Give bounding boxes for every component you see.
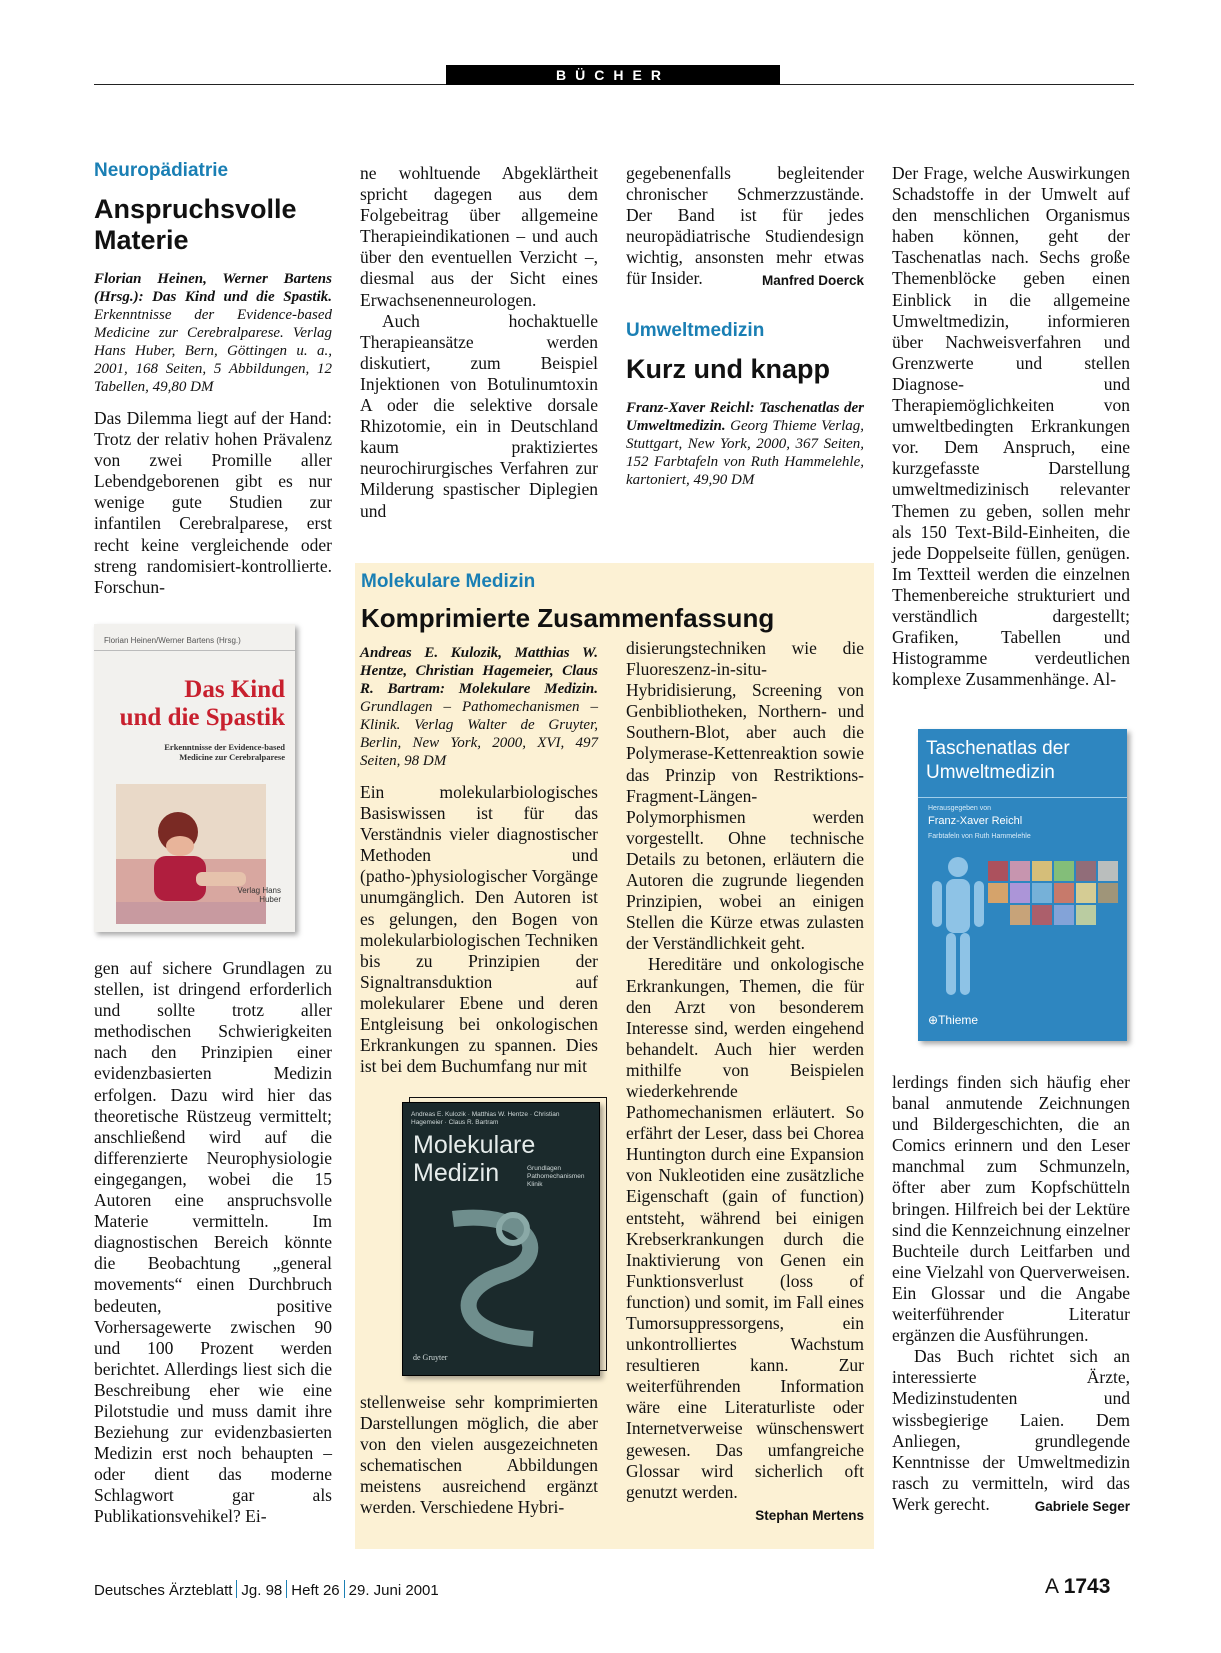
book-cover-molekulare-medizin [402, 1102, 600, 1376]
article2-biblio-rest: Georg Thieme Verlag, Stuttgart, New York, 2000, 367 Seiten, 152 Farbtafeln von Ruth Hammelehle, kartoniert, 49,90 DM [626, 417, 864, 488]
cover-title-line: Taschenatlas der [926, 738, 1070, 759]
paragraph: stellenweise sehr komprimierten Darstellungen möglich, die aber von den vielen ausgezeichneten schematischen Abbildungen meistens ausreichend ergänzt werden. Verschiedene Hybri- [360, 1392, 598, 1518]
article2-text-1 [892, 163, 1130, 690]
column-3 [626, 163, 864, 501]
paragraph-text: Das Buch richtet sich an interessierte Ärzte, Medizinstudenten und wissbegierige Laien. Dem Anliegen, grundlegende Kenntnisse der Umweltmedizin rasch zu vermitteln, wird das Werk gerecht. [892, 1346, 1130, 1514]
article1-biblio [94, 270, 332, 396]
article1-text-3 [360, 163, 598, 522]
page-number [1045, 1575, 1110, 1599]
footer-separator [236, 1580, 237, 1598]
cover-editors: Florian Heinen/Werner Bartens (Hrsg.) [104, 636, 241, 645]
thieme-logo-icon: ⊕ [928, 1013, 939, 1027]
cover-publisher [928, 1013, 978, 1027]
section-header: BÜCHER [446, 65, 780, 85]
cover-publisher: Verlag Hans Huber [237, 886, 281, 904]
paragraph: ne wohltuende Abgeklärtheit spricht dagegen aus dem Folgebeitrag über allgemeine Therapieindikationen – und auch über den eventuellen Verzicht –, diesmal aus der Sicht eines Erwachsenenneurologen. [360, 163, 598, 310]
paragraph: gen auf sichere Grundlagen zu stellen, ist dringend erforderlich und sollte trotz aller methodischen Schwierigkeiten nach den Prinzipien einer evidenzbasierten Medizin erfolgen. Dazu wird hier das theoretische Rüstzeug vermittelt; anschließend wird auf die differenzierte Neurophysiologie eingegangen, wobei die 15 Autoren eine anspruchsvolle Materie vermitteln. Im diagnostischen Bereich könnte die Beobachtung „general movements“ einen Durchbruch bedeuten, positive Vorhersagewerte zwischen 90 und 100 Prozent werden berichtet. Allerdings liest sich die Beschreibung eher wie eine Pilotstudie und muss damit ihre Beziehung zur evidenzbasierten Medizin erst noch behaupten – oder dient das moderne Schlagwort gar als Publikationsvehikel? Ei- [94, 958, 332, 1527]
article3-biblio-rest: Grundlagen – Pathomechanismen – Klinik. Verlag Walter de Gruyter, Berlin, New York, 2000, XVI, 497 Seiten, 98 DM [360, 699, 598, 769]
cover-subtitle: Erkenntnisse der Evidence-based Medicine zur Cerebralparese [164, 742, 285, 762]
column-1-continued [94, 958, 332, 1528]
paragraph-text: gegebenenfalls begleitender chronischer Schmerzzustände. Der Band ist für jedes neuropädiatrische Studiendesign wichtig, ansonsten mehr etwas für Insider. [626, 163, 864, 289]
article2-biblio [626, 399, 864, 489]
paragraph: Der Frage, welche Auswirkungen Schadstoffe in der Umwelt auf den menschlichen Organismus haben können, geht der Taschenatlas nach. Sechs große Themenblöcke geben einen Einblick in die allgemeine Umweltmedizin, informieren über Nachweisverfahren und Grenzwerte und stellen Diagnose- und Therapiemöglichkeiten von umweltbedingten Erkrankungen vor. Dem Anspruch, eine kurzgefasste Darstellung umweltmedizinisch relevanter Themen zu geben, sollen mehr als 150 Text-Bild-Einheiten, die jede Doppelseite füllen, genügen. Im Textteil werden die einzelnen Themenbereiche strukturiert und verständlich dargestellt; Grafiken, Tabellen und Histogramme verdeutlichen komplexe Zusammenhänge. Al- [892, 163, 1130, 690]
column-4 [892, 163, 1130, 690]
article1-text-2 [94, 958, 332, 1528]
footer [94, 1580, 439, 1599]
article3-column-2 [626, 638, 864, 1526]
article3-biblio [360, 644, 598, 770]
cover-title [926, 737, 1121, 785]
article2-text-2 [892, 1072, 1130, 1515]
cover-helix-illustration [413, 1199, 589, 1349]
article2-headline: Kurz und knapp [626, 353, 830, 384]
cover-title [413, 1131, 535, 1187]
paragraph [626, 163, 864, 290]
footer-separator [344, 1580, 345, 1598]
paragraph [626, 954, 864, 1523]
paragraph: lerdings finden sich häufig eher banal anmutende Zeichnungen und Bildergeschichten, die an Comics erinnern und den Leser manchmal zum Schmunzeln, öfter aber zum Kopfschütteln bringen. Hilfreich bei der Lektüre sind die Kennzeichnung einzelner Buchteile durch Leitfarben und eine Vielzahl von Querverweisen. Ein Glossar und die Angabe weiterführender Literatur ergänzen die Ausführungen. [892, 1072, 1130, 1346]
article1-biblio-bold: Florian Heinen, Werner Bartens (Hrsg.): Das Kind und die Spastik. [94, 271, 332, 305]
paragraph-text: Hereditäre und onkologische Erkrankungen, Themen, die für den Arzt von besonderem Interesse sind, werden eingehend behandelt. Auch hier werden mithilfe von Beispielen wiederkehrende Pathomechanismen erläutert. So erfährt der Leser, dass bei Chorea Huntington durch eine Expansion von Nukleotiden eine zusätzliche Eigenschaft (gain of function) entsteht, während bei einigen Krebserkrankungen durch die Inaktivierung von Genen ein Funktionsverlust (loss of function) und somit, im Fall eines Tumorsuppressorgens, ein unkontrolliertes Wachstum resultieren kann. Zur weiterführenden Information wäre eine Literaturliste oder Internetverweise wünschenswert gewesen. Das umfangreiche Glossar wird sicherlich oft genutzt werden. [626, 954, 864, 1502]
article1-author: Manfred Doerck [761, 273, 864, 289]
cover-divider [918, 797, 1127, 798]
footer-issue: Heft 26 [291, 1582, 340, 1599]
article2-biblio-bold: Franz-Xaver Reichl: Taschenatlas der Umweltmedizin. [626, 399, 864, 434]
article1-kicker: Neuropädiatrie [94, 160, 229, 181]
article3-text-1 [360, 782, 598, 1077]
paragraph: disierungstechniken wie die Fluoreszenz-in-situ-Hybridisierung, Screening von Genbibliotheken, Northern- und Southern-Blot, aber auch die Polymerase-Kettenreaktion sowie das Prinzip von Restriktions-Fragment-Längen-Polymorphismen werden vorgestellt. Ohne technische Details zu betonen, erläutern die Autoren die zugrunde liegenden Prinzipien, wobei an einigen Stellen die Kürze etwas zulasten der Verständlichkeit geht. [626, 638, 864, 954]
paragraph [892, 1346, 1130, 1515]
article1-biblio-rest: Erkenntnisse der Evidence-based Medicine zur Cerebralparese. Verlag Hans Huber, Bern, Göttingen u. a., 2001, 168 Seiten, 5 Abbildungen, 12 Tabellen, 49,80 DM [94, 307, 332, 395]
page-number-value: 1743 [1063, 1575, 1111, 1598]
column-2 [360, 163, 598, 522]
book-cover-spastik [94, 624, 295, 932]
cover-title-line: Medizin [413, 1159, 500, 1187]
article3-headline: Komprimierte Zusammenfassung [361, 603, 775, 633]
page-prefix: A [1045, 1575, 1058, 1598]
footer-volume: Jg. 98 [241, 1582, 283, 1599]
article1-text-5 [626, 163, 864, 290]
cover-body-illustration [918, 853, 1127, 1003]
cover-line: Farbtafeln von Ruth Hammelehle [928, 833, 1031, 840]
cover-authors: Andreas E. Kulozik · Matthias W. Hentze · Christian Hagemeier · Claus R. Bartram [411, 1111, 560, 1126]
article3-text-2 [360, 1392, 598, 1519]
cover-title [120, 676, 285, 732]
article2-kicker: Umweltmedizin [626, 319, 765, 341]
article1-headline: Anspruchsvolle Materie [94, 194, 297, 255]
article3-text-3 [626, 638, 864, 1523]
footer-journal: Deutsches Ärzteblatt [94, 1582, 233, 1599]
article1-text-1 [94, 408, 332, 598]
article3-kicker: Molekulare Medizin [361, 571, 536, 592]
footer-separator [286, 1580, 287, 1598]
article3-column-1 [360, 644, 598, 1077]
cover-subtitle: Grundlagen Pathomechanismen Klinik [527, 1165, 585, 1188]
cover-title-line: Umweltmedizin [926, 762, 1055, 783]
column-1 [94, 160, 332, 598]
cover-editor: Franz-Xaver Reichl [928, 815, 1023, 827]
cover-title-line: und die Spastik [119, 704, 285, 731]
cover-title-line: Molekulare [413, 1131, 536, 1159]
column-4-continued [892, 1072, 1130, 1517]
article3-column-1-continued [360, 1392, 598, 1519]
cover-publisher-name: Thieme [938, 1013, 979, 1027]
article3-header [361, 571, 866, 648]
cover-title-line: Das Kind [184, 676, 285, 703]
paragraph: Das Dilemma liegt auf der Hand: Trotz der relativ hohen Prävalenz von zwei Promille aller Lebendgeborenen gibt es nur wenige gute Studien zur infantilen Cerebralparese, erst recht keine vergleichende oder streng randomisiert-kontrollierte. Forschun- [94, 408, 332, 597]
paragraph: Auch hochaktuelle Therapieansätze werden diskutiert, zum Beispiel Injektionen von Botulinumtoxin A oder die selektive dorsale Rhizotomie, ein in Deutschland kaum praktiziertes neurochirurgisches Verfahren zur Milderung spastischer Diplegien und [360, 310, 598, 521]
article2-author: Gabriele Seger [1034, 1498, 1130, 1514]
article3-author: Stephan Mertens [755, 1507, 864, 1523]
article3-biblio-bold: Andreas E. Kulozik, Matthias W. Hentze, Christian Hagemeier, Claus R. Bartram: Molekulare Medizin. [360, 645, 598, 697]
cover-publisher: de Gruyter [413, 1353, 448, 1362]
cover-editor-label: Herausgegeben von [928, 805, 992, 812]
cover-divider [94, 650, 295, 651]
book-cover-taschenatlas [918, 729, 1127, 1041]
footer-date: 29. Juni 2001 [348, 1582, 439, 1599]
paragraph: Ein molekularbiologisches Basiswissen ist für das Verständnis vieler diagnostischer Methoden und (patho-)physiologischer Vorgänge unumgänglich. Den Autoren ist es gelungen, den Bogen von molekularbiologischen Techniken bis zu Prinzipien der Signaltransduktion auf molekularer Ebene und deren Entgleisung bei onkologischen Erkrankungen zu spannen. Dies ist bei dem Buchumfang nur mit [360, 782, 598, 1077]
